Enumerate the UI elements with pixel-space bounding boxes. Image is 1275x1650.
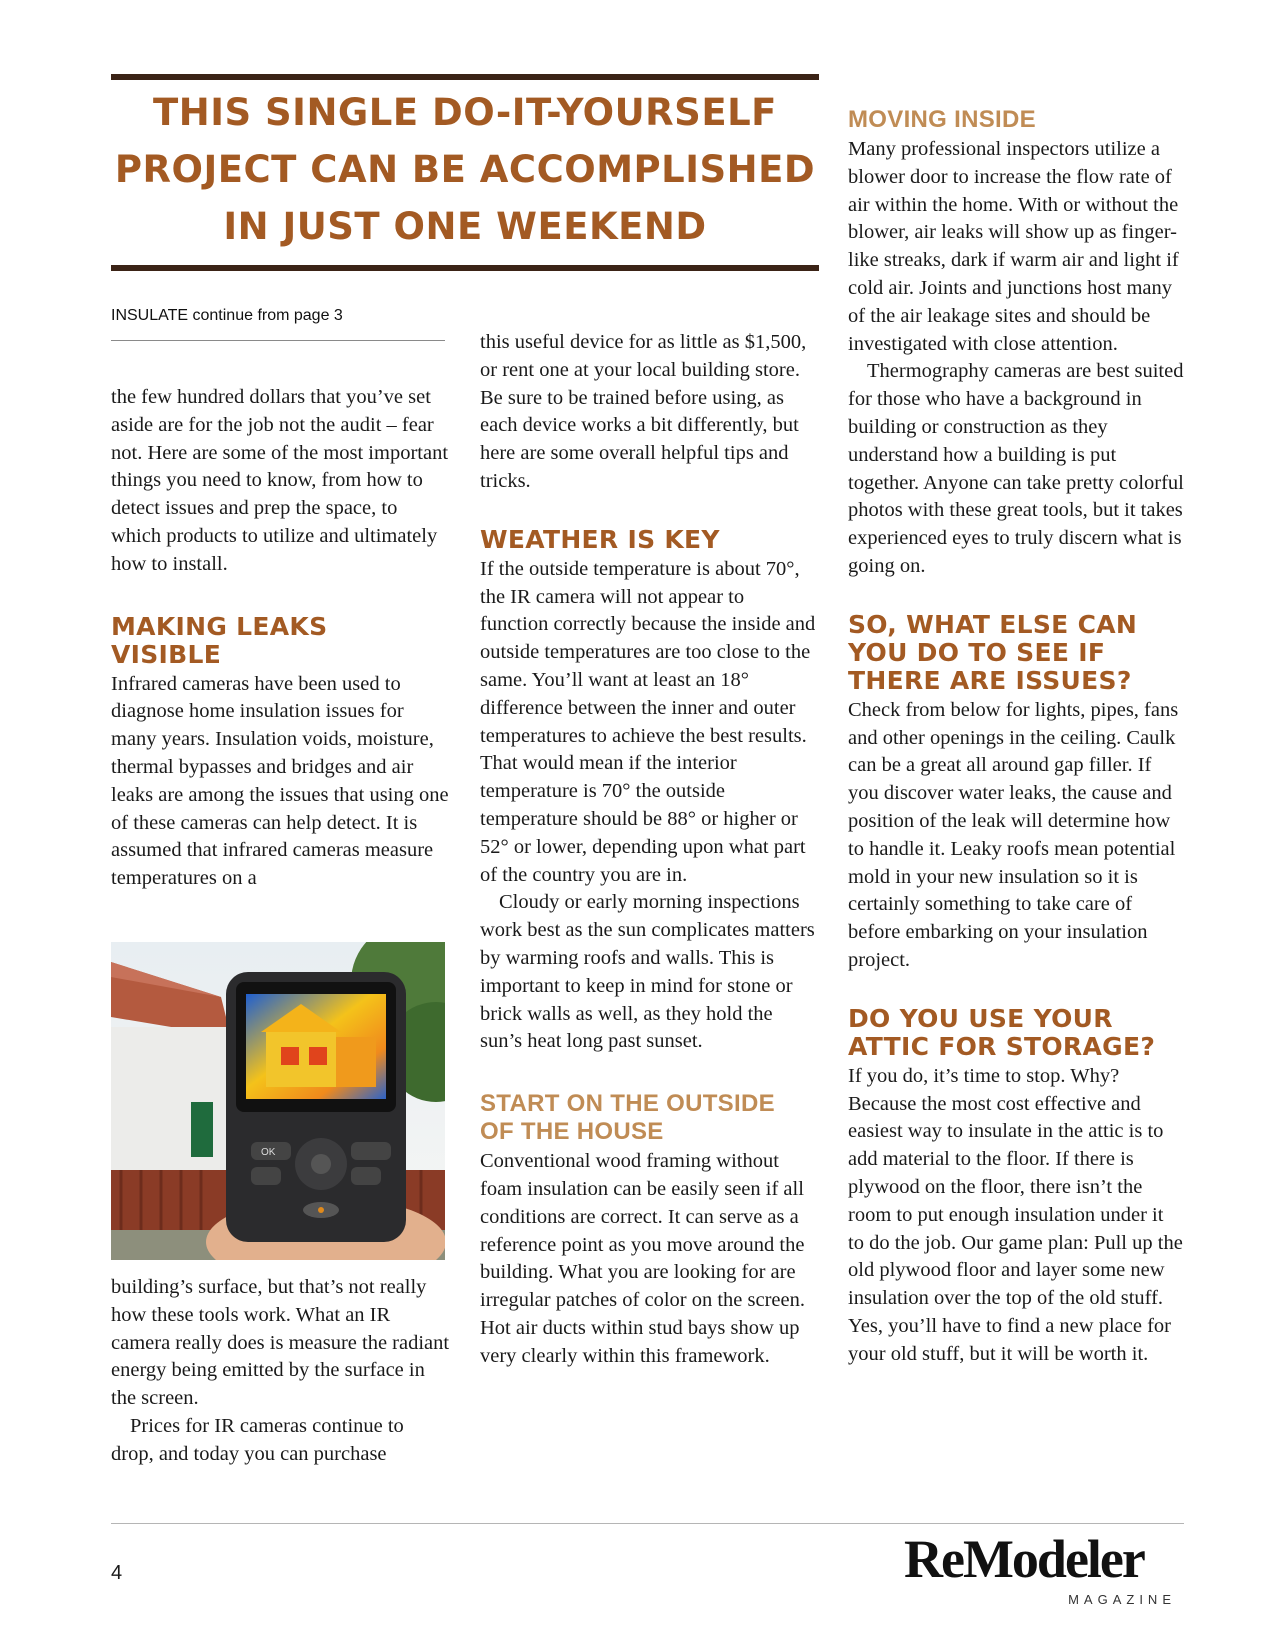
heading-moving-inside: MOVING INSIDE — [848, 106, 1036, 133]
logo-subtitle: MAGAZINE — [1068, 1592, 1176, 1607]
headline-top-rule — [111, 74, 819, 80]
heading-what-else: SO, WHAT ELSE CAN YOU DO TO SEE IF THERE ARE ISSUES? — [848, 609, 1138, 695]
paragraph: Prices for IR cameras continue to drop, and today you can purchase — [111, 1414, 404, 1465]
heading-attic-storage: DO YOU USE YOUR ATTIC FOR STORAGE? — [848, 1003, 1156, 1061]
paragraph: Thermography cameras are best suited for those who have a background in building or construction as they understand how a building is put together. Anyone can take pretty colorful photos with these great tools, but it takes experienced eyes to truly discern what is going on. — [848, 360, 1184, 577]
remodeler-logo — [904, 1529, 1184, 1612]
ok-button-label: OK — [261, 1147, 276, 1158]
column-3 — [848, 106, 1184, 1368]
paragraph: this useful device for as little as $1,500, or rent one at your local building store. Be sure to be trained before using, as each device works a bit differently, but here are some overall helpful tips and tricks. — [480, 331, 807, 492]
logo-wordmark: ReModeler — [904, 1529, 1144, 1589]
paragraph: the few hundred dollars that you’ve set aside are for the job not the audit – fear not. Here are some of the most important things you need to know, from how to detect issues and prep the space, to which products to utilize and ultimately how to install. — [111, 386, 449, 575]
paragraph: Infrared cameras have been used to diagnose home insulation issues for many years. Insulation voids, moisture, thermal bypasses and bridges and air leaks are among the issues that using one of these cameras can help detect. It is assumed that infrared cameras measure temperatures on a — [111, 672, 449, 890]
headline-line: PROJECT CAN BE ACCOMPLISHED — [114, 148, 816, 191]
heading-making-leaks-visible: MAKING LEAKS VISIBLE — [111, 611, 328, 669]
column-2 — [480, 329, 816, 1371]
heading-weather-is-key: WEATHER IS KEY — [480, 524, 720, 554]
column-1-continued — [111, 1274, 451, 1469]
continue-note: INSULATE continue from page 3 — [111, 307, 343, 324]
paragraph: Conventional wood framing without foam insulation can be easily seen if all conditions are correct. It can serve as a reference point as you move around the building. What you are looking for are irregular patches of color on the screen. Hot air ducts within stud bays show up very clearly within this framework. — [480, 1150, 806, 1367]
headline — [111, 84, 819, 255]
paragraph: If you do, it’s time to stop. Why? Because the most cost effective and easiest way to insulate in the attic is to add material to the floor. If there is plywood on the floor, there isn’t the room to put enough insulation under it to do the job. Our game plan: Pull up the old plywood floor and layer some new insulation over the top of the old stuff. Yes, you’ll have to find a new place for your old stuff, but it will be worth it. — [848, 1064, 1183, 1365]
footer-rule — [111, 1523, 1184, 1524]
headline-bottom-rule — [111, 265, 819, 271]
column-1 — [111, 384, 451, 893]
headline-line: IN JUST ONE WEEKEND — [223, 205, 707, 248]
paragraph: If the outside temperature is about 70°, the IR camera will not appear to function correctly because the inside and outside temperatures are too close to the same. You’ll want at least an 18° difference between the inner and outer temperatures to achieve the best results. That would mean if the interior temperature is 70° the outside temperature should be 88° or higher or 52° or lower, depending upon what part of the country you are in. — [480, 557, 816, 886]
paragraph: Cloudy or early morning inspections work best as the sun complicates matters by warming roofs and walls. This is important to keep in mind for stone or brick walls as well, as they hold the sun’s heat long past sunset. — [480, 891, 815, 1053]
paragraph: Many professional inspectors utilize a blower door to increase the flow rate of air within the home. With or without the blower, air leaks will show up as finger-like streaks, dark if warm air and light if cold air. Joints and junctions host many of the air leakage sites and should be investigated with close attention. — [848, 138, 1179, 355]
page-number: 4 — [111, 1562, 123, 1584]
thermal-camera-illustration — [111, 942, 445, 1260]
headline-line: THIS SINGLE DO-IT-YOURSELF — [153, 91, 777, 134]
paragraph: building’s surface, but that’s not really how these tools work. What an IR camera really does is measure the radiant energy being emitted by the surface in the screen. — [111, 1276, 450, 1410]
paragraph: Check from below for lights, pipes, fans and other openings in the ceiling. Caulk can be a great all around gap filler. If you discover water leaks, the cause and position of the leak will determine how to handle it. Leaky roofs mean potential mold in your new insulation so it is certainly something to take care of before embarking on your insulation project. — [848, 698, 1179, 971]
thermal-camera-photo — [111, 942, 445, 1260]
heading-start-on-outside: START ON THE OUTSIDE OF THE HOUSE — [480, 1090, 775, 1146]
continue-rule — [111, 340, 445, 341]
